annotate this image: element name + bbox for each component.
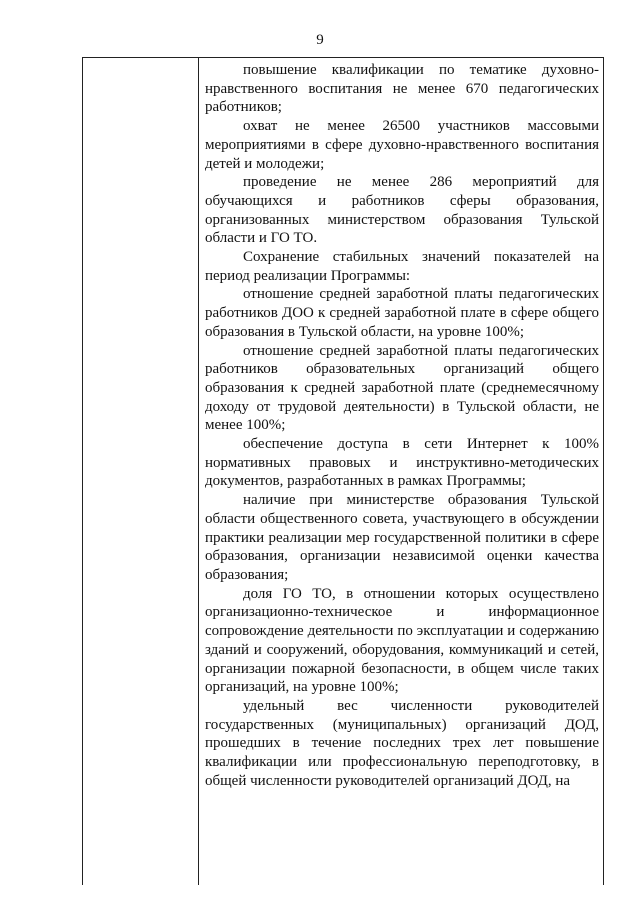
page-number: 9 [316,32,324,48]
paragraph-events: проведение не менее 286 мероприятий для обучающихся и работников сферы образования, организованных министерством образования Тульской области и ГО ТО. [205,174,599,247]
paragraph-participants: охват не менее 26500 участников массовыми мероприятиями в сфере духовно-нравственного воспитания детей и молодежи; [205,118,599,172]
document-table [82,57,604,885]
paragraph-internet-access: обеспечение доступа в сети Интернет к 100% нормативных правовых и инструктивно-методических документов, разработанных в рамках Программы; [205,436,599,490]
paragraph-stable-values: Сохранение стабильных значений показателей на период реализации Программы: [205,249,599,284]
paragraph-salary-doo: отношение средней заработной платы педагогических работников ДОО к средней заработной плате в сфере общего образования в Тульской области, на уровне 100%; [205,286,599,340]
paragraph-qualification: повышение квалификации по тематике духовно-нравственного воспитания не менее 670 педагогических работников; [205,62,599,116]
column-divider [198,58,199,885]
table-text-cell [205,61,599,790]
paragraph-dod-managers: удельный вес численности руководителей государственных (муниципальных) организаций ДОД, прошедших в течение последних трех лет повышение квалификации или профессиональную переподготовку, в общей численности руководителей организаций ДОД, на [205,697,599,789]
paragraph-public-council: наличие при министерстве образования Тульской области общественного совета, участвующего в обсуждении практики реализации мер государственной политики в сфере образования, организации независимой оценки качества образования; [205,492,599,583]
paragraph-salary-general: отношение средней заработной платы педагогических работников образовательных организаций общего образования к средней заработной плате (среднемесячному доходу от трудовой деятельности) в Тульской области, не менее 100%; [205,342,599,434]
paragraph-go-to-share: доля ГО ТО, в отношении которых осуществлено организационно-техническое и информационное сопровождение деятельности по эксплуатации и содержанию зданий и сооружений, оборудования, коммуникаций и сетей, организации пожарной безопасности, в общем числе таких организаций, на уровне 100%; [205,585,599,696]
